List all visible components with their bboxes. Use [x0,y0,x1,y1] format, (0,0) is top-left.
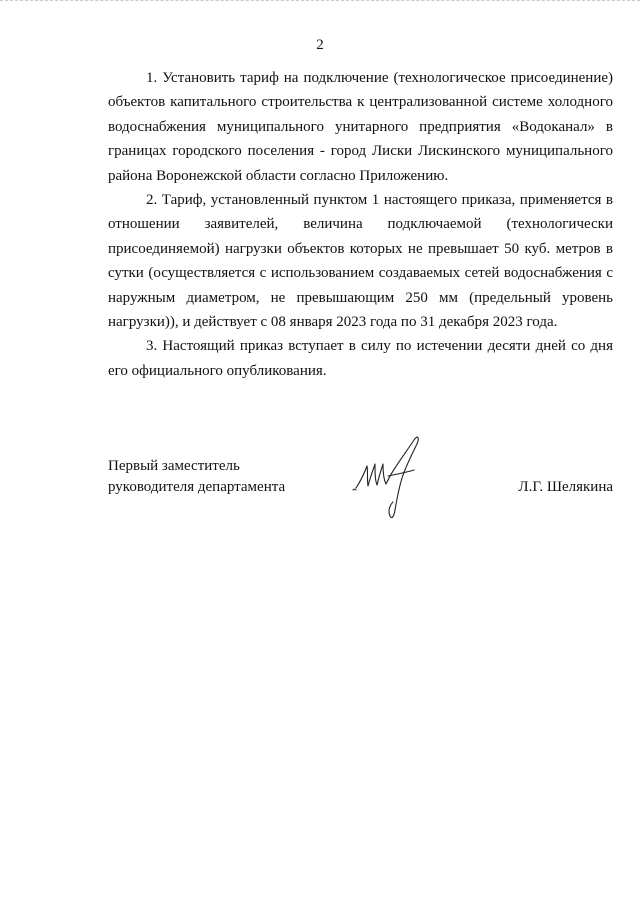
handwritten-signature [348,430,438,530]
signer-name: Л.Г. Шелякина [518,479,613,495]
order-text [108,66,613,383]
paragraph-2: 2. Тариф, установленный пунктом 1 настоящего приказа, применяется в отношении заявителей, величина подключаемой (технологически присоединяемой) нагрузки объектов которых не превышает 50 куб. метров в сутки (осуществляется с использованием создаваемых сетей водоснабжения с наружным диаметром, не превышающим 250 мм (предельный уровень нагрузки)), и действует с 08 января 2023 года по 31 декабря 2023 года. [108,192,613,331]
signer-position-line-1: Первый заместитель [108,458,240,474]
signer-position-line-2: руководителя департамента [108,479,286,495]
signature-block [108,456,613,536]
paragraph-3: 3. Настоящий приказ вступает в силу по истечении десяти дней со дня его официального опубликования. [108,338,613,379]
signer-position [108,456,285,498]
paragraph-1: 1. Установить тариф на подключение (технологическое присоединение) объектов капитального строительства к централизованной системе холодного водоснабжения муниципального унитарного предприятия «Водоканал» в границах городского поселения - город Лиски Лискинского муниципального района Воронежской области согласно Приложению. [108,70,613,184]
scan-edge [0,0,640,3]
page-number: 2 [316,37,324,53]
